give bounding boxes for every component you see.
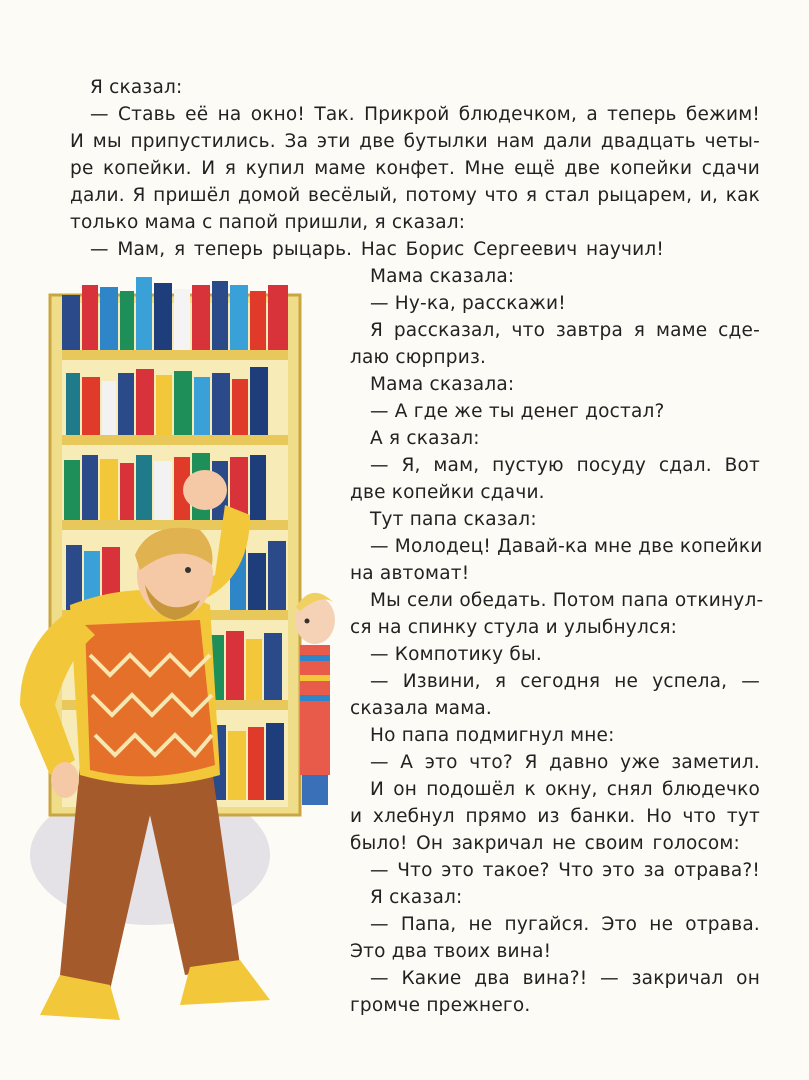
text-line: две копейки сдачи. (350, 482, 545, 503)
text-line: — А это что? Я давно уже заметил. (370, 752, 760, 773)
text-line: — Папа, не пугайся. Это не отрава. (370, 914, 760, 935)
text-line: — Я, мам, пустую посуду сдал. Вот (370, 455, 760, 476)
text-line: — Извини, я сегодня не успела, — (370, 671, 760, 692)
boy-peeking-icon (295, 593, 335, 805)
text-line: — Что это такое? Что это за отрава?! (370, 860, 760, 881)
text-line: Я сказал: (90, 77, 183, 98)
text-line: только мама с папой пришли, я сказал: (70, 212, 466, 233)
text-line: — Какие два вина?! — закричал он (370, 968, 760, 989)
text-line: И он подошёл к окну, снял блюдечко (370, 779, 760, 800)
text-line: Мы сели обедать. Потом папа откинул- (370, 590, 764, 611)
text-line: Но папа подмигнул мне: (370, 725, 615, 746)
text-line: А я сказал: (370, 428, 480, 449)
text-line: сказала мама. (350, 698, 492, 719)
text-line: на автомат! (350, 563, 470, 584)
text-line: Я рассказал, что завтра я маме сде- (370, 320, 760, 341)
illustration (0, 255, 350, 1080)
text-line: было! Он закричал не своим голосом: (350, 833, 740, 854)
text-line: — Ставь её на окно! Так. Прикрой блюдечком, а теперь бежим! (90, 104, 760, 125)
text-line: лаю сюрприз. (350, 347, 487, 368)
text-line: — Молодец! Давай-ка мне две копейки (370, 536, 763, 557)
text-line: ся на спинку стула и улыбнулся: (350, 617, 678, 638)
text-line: громче прежнего. (350, 995, 531, 1016)
text-line: Тут папа сказал: (370, 509, 537, 530)
text-line: — Ну-ка, расскажи! (370, 293, 566, 314)
text-line: Мама сказала: (370, 266, 515, 287)
text-line: — А где же ты денег достал? (370, 401, 665, 422)
text-line: И мы припустились. За эти две бутылки нам дали двадцать четы- (70, 131, 760, 152)
text-line: ре копейки. И я купил маме конфет. Мне ещё две копейки сдачи (70, 158, 760, 179)
text-line: — Компотику бы. (370, 644, 542, 665)
text-line: Мама сказала: (370, 374, 515, 395)
text-line: и хлебнул прямо из банки. Но что тут (350, 806, 760, 827)
text-line: Это два твоих вина! (350, 941, 552, 962)
text-line: дали. Я пришёл домой весёлый, потому что я стал рыцарем, и, как (70, 185, 760, 206)
text-line: Я сказал: (370, 887, 463, 908)
text-line: — Мам, я теперь рыцарь. Нас Борис Сергеевич научил! (90, 239, 664, 260)
